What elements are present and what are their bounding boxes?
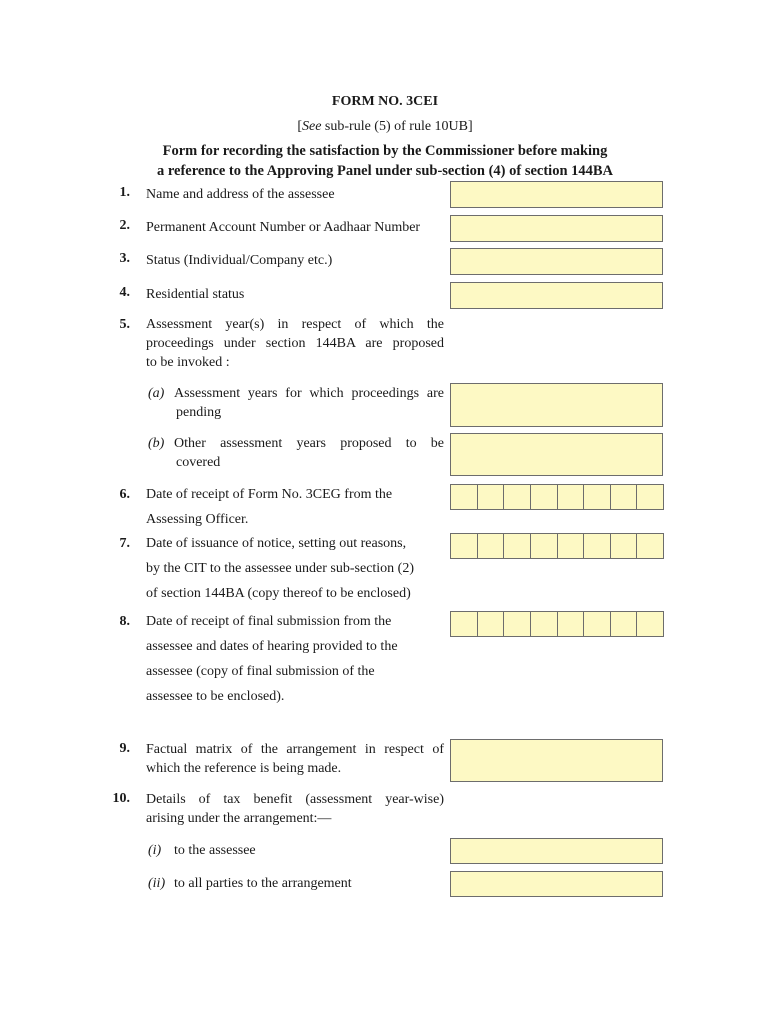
item-10i-label (148, 841, 256, 860)
item-6-label (146, 482, 446, 532)
item-5a-line2: pending (176, 405, 222, 420)
item-10-label-line2: arising under the arrangement:— (146, 811, 332, 826)
item-10ii-lead: (ii) (148, 876, 166, 891)
date-cell-d1[interactable] (451, 612, 478, 636)
date-cell-y2[interactable] (584, 485, 611, 509)
item-3-label: Status (Individual/Company etc.) (146, 253, 333, 268)
date-cell-y2[interactable] (584, 612, 611, 636)
item-10i-text: to the assessee (174, 843, 256, 858)
date-cell-y4[interactable] (637, 612, 663, 636)
subrule-open: [ (297, 119, 302, 134)
date-cell-y3[interactable] (611, 534, 638, 558)
item-7-label-line2: by the CIT to the assessee under sub-section (2) (146, 561, 415, 576)
date-cell-y1[interactable] (558, 485, 585, 509)
date-cell-m2[interactable] (531, 485, 558, 509)
item-5-label-line2: proceedings under section 144BA are proposed (146, 336, 444, 351)
item-5b-line1 (148, 434, 444, 453)
pan-aadhaar-field[interactable] (450, 215, 663, 242)
date-cell-d2[interactable] (478, 612, 505, 636)
residential-status-field[interactable] (450, 282, 663, 309)
item-5b-lead: (b) (148, 436, 165, 451)
factual-matrix-field[interactable] (450, 739, 663, 782)
date-cell-y2[interactable] (584, 534, 611, 558)
date-cell-y4[interactable] (637, 485, 663, 509)
form-heading-line2: a reference to the Approving Panel under sub-section (4) of section 144BA (156, 163, 614, 179)
date-cell-m1[interactable] (504, 485, 531, 509)
item-8-label (146, 609, 446, 709)
item-9-label-line2: which the reference is being made. (146, 761, 342, 776)
date-cell-d2[interactable] (478, 534, 505, 558)
benefit-assessee-field[interactable] (450, 838, 663, 864)
date-cell-y1[interactable] (558, 534, 585, 558)
subrule-see: See (301, 119, 322, 134)
date-cell-y3[interactable] (611, 612, 638, 636)
item-6-label-line1: Date of receipt of Form No. 3CEG from the (146, 487, 393, 502)
item-5a-text1: Assessment years for which proceedings are (174, 386, 444, 401)
date-cell-y4[interactable] (637, 534, 663, 558)
item-7-number: 7. (119, 536, 130, 551)
date-cell-m2[interactable] (531, 612, 558, 636)
item-3-number: 3. (119, 251, 130, 266)
item-1-label: Name and address of the assessee (146, 187, 335, 202)
name-address-field[interactable] (450, 181, 663, 208)
item-10-label-line1: Details of tax benefit (assessment year-wise) (146, 792, 444, 807)
item-5b-line2: covered (176, 455, 221, 470)
date-final-submission-field[interactable] (450, 611, 664, 637)
form-subrule (0, 119, 770, 135)
form-heading-line1: Form for recording the satisfaction by the Commissioner before making (162, 143, 608, 159)
date-cell-d1[interactable] (451, 485, 478, 509)
date-cell-y3[interactable] (611, 485, 638, 509)
item-10-label (146, 790, 444, 828)
item-8-label-line4: assessee to be enclosed). (146, 689, 285, 704)
item-9-number: 9. (119, 741, 130, 756)
date-cell-d1[interactable] (451, 534, 478, 558)
date-cell-m1[interactable] (504, 534, 531, 558)
item-2-number: 2. (119, 218, 130, 233)
date-cell-m1[interactable] (504, 612, 531, 636)
form-title: FORM NO. 3CEI (331, 94, 439, 109)
item-7-label (146, 531, 446, 606)
date-cell-m2[interactable] (531, 534, 558, 558)
item-9-label (146, 740, 444, 778)
item-2-label: Permanent Account Number or Aadhaar Number (146, 220, 421, 235)
date-notice-field[interactable] (450, 533, 664, 559)
date-3ceg-field[interactable] (450, 484, 664, 510)
item-5a-line1 (148, 384, 444, 403)
item-6-label-line2: Assessing Officer. (146, 512, 249, 527)
item-5-number: 5. (119, 317, 130, 332)
item-4-label: Residential status (146, 287, 245, 302)
item-10ii-text: to all parties to the arrangement (174, 876, 352, 891)
status-field[interactable] (450, 248, 663, 275)
item-4-number: 4. (119, 285, 130, 300)
item-7-label-line3: of section 144BA (copy thereof to be enclosed) (146, 586, 411, 601)
item-5a-lead: (a) (148, 386, 165, 401)
item-8-label-line3: assessee (copy of final submission of the (146, 664, 375, 679)
item-8-label-line1: Date of receipt of final submission from the (146, 614, 392, 629)
item-5b-label (148, 434, 444, 472)
ay-pending-field[interactable] (450, 383, 663, 427)
item-10i-lead: (i) (148, 843, 162, 858)
item-5-label-line3: to be invoked : (146, 355, 230, 370)
item-10ii-label (148, 874, 352, 893)
date-cell-d2[interactable] (478, 485, 505, 509)
item-5b-text1: Other assessment years proposed to be (174, 436, 444, 451)
ay-other-field[interactable] (450, 433, 663, 476)
item-5-label-line1: Assessment year(s) in respect of which the (146, 317, 444, 332)
date-cell-y1[interactable] (558, 612, 585, 636)
item-8-number: 8. (119, 614, 130, 629)
form-heading (0, 141, 770, 181)
item-5a-label (148, 384, 444, 422)
benefit-all-parties-field[interactable] (450, 871, 663, 897)
item-8-label-line2: assessee and dates of hearing provided to the (146, 639, 398, 654)
item-1-number: 1. (119, 185, 130, 200)
item-5-label (146, 315, 444, 372)
subrule-text: sub-rule (5) of rule 10UB] (321, 119, 473, 134)
item-9-label-line1: Factual matrix of the arrangement in respect of (146, 742, 444, 757)
item-7-label-line1: Date of issuance of notice, setting out reasons, (146, 536, 407, 551)
item-10-number: 10. (112, 791, 130, 806)
item-6-number: 6. (119, 487, 130, 502)
